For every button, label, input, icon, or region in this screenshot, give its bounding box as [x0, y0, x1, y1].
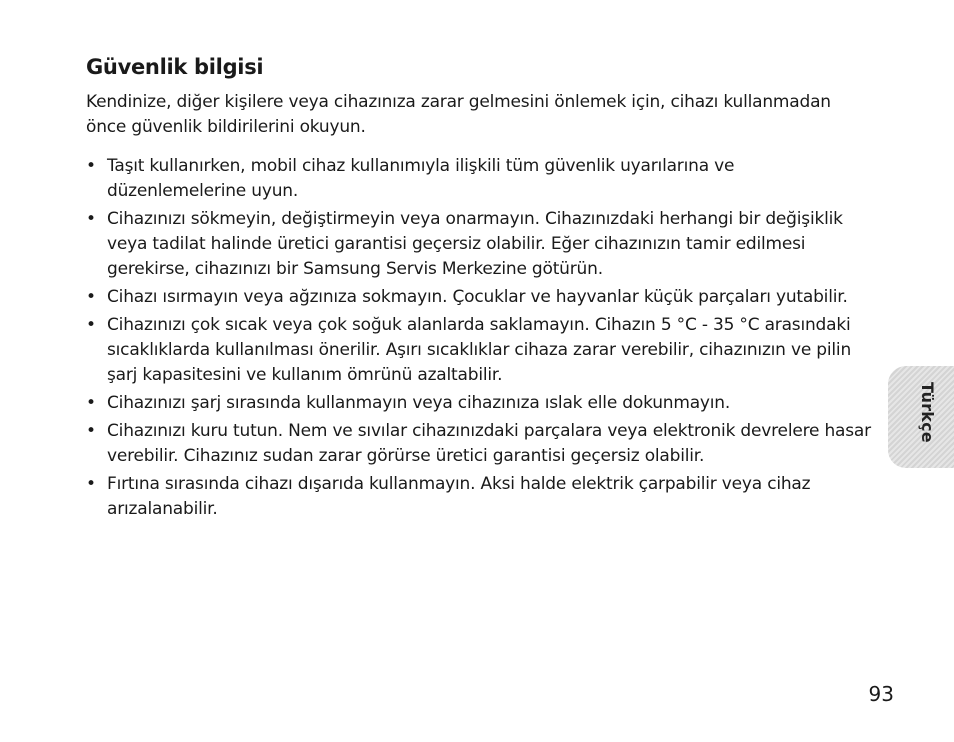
list-item	[86, 419, 876, 469]
document-body	[86, 52, 876, 525]
list-item-text: Fırtına sırasında cihazı dışarıda kullanmayın. Aksi halde elektrik çarpabilir veya cihaz arızalanabilir.	[107, 474, 811, 519]
list-item	[86, 472, 876, 522]
list-item-text: Cihazınızı şarj sırasında kullanmayın veya cihazınıza ıslak elle dokunmayın.	[107, 393, 731, 413]
section-title: Güvenlik bilgisi	[86, 55, 264, 79]
list-item-text: Cihazı ısırmayın veya ağzınıza sokmayın. Çocuklar ve hayvanlar küçük parçaları yutabilir.	[107, 287, 848, 307]
bullet-icon: •	[86, 393, 96, 413]
language-tab-label: Türkçe	[918, 382, 937, 443]
list-item	[86, 313, 876, 388]
list-item	[86, 154, 876, 204]
list-item	[86, 207, 876, 282]
bullet-icon: •	[86, 315, 96, 335]
list-item	[86, 391, 876, 416]
bullet-icon: •	[86, 156, 96, 176]
section-intro: Kendinize, diğer kişilere veya cihazınıza zarar gelmesini önlemek için, cihazı kullanmadan önce güvenlik bildirilerini okuyun.	[86, 92, 831, 137]
page-number: 93	[868, 682, 894, 706]
bullet-icon: •	[86, 209, 96, 229]
bullet-icon: •	[86, 421, 96, 441]
bullet-icon: •	[86, 287, 96, 307]
safety-list	[86, 154, 876, 522]
bullet-icon: •	[86, 474, 96, 494]
list-item-text: Cihazınızı çok sıcak veya çok soğuk alanlarda saklamayın. Cihazın 5 °C - 35 °C arasındaki sıcaklıklarda kullanılması önerilir. Aşırı sıcaklıklar cihaza zarar verebilir, cihazınızın ve pilin şarj kapasitesini ve kullanım ömrünü azaltabilir.	[107, 315, 852, 385]
list-item	[86, 285, 876, 310]
list-item-text: Taşıt kullanırken, mobil cihaz kullanımıyla ilişkili tüm güvenlik uyarılarına ve düzenlemelerine uyun.	[107, 156, 735, 201]
list-item-text: Cihazınızı sökmeyin, değiştirmeyin veya onarmayın. Cihazınızdaki herhangi bir değişiklik veya tadilat halinde üretici garantisi geçersiz olabilir. Eğer cihazınızın tamir edilmesi gerekirse, cihazınızı bir Samsung Servis Merkezine götürün.	[107, 209, 843, 279]
list-item-text: Cihazınızı kuru tutun. Nem ve sıvılar cihazınızdaki parçalara veya elektronik devrelere hasar verebilir. Cihazınız sudan zarar görürse üretici garantisi geçersiz olabilir.	[107, 421, 871, 466]
